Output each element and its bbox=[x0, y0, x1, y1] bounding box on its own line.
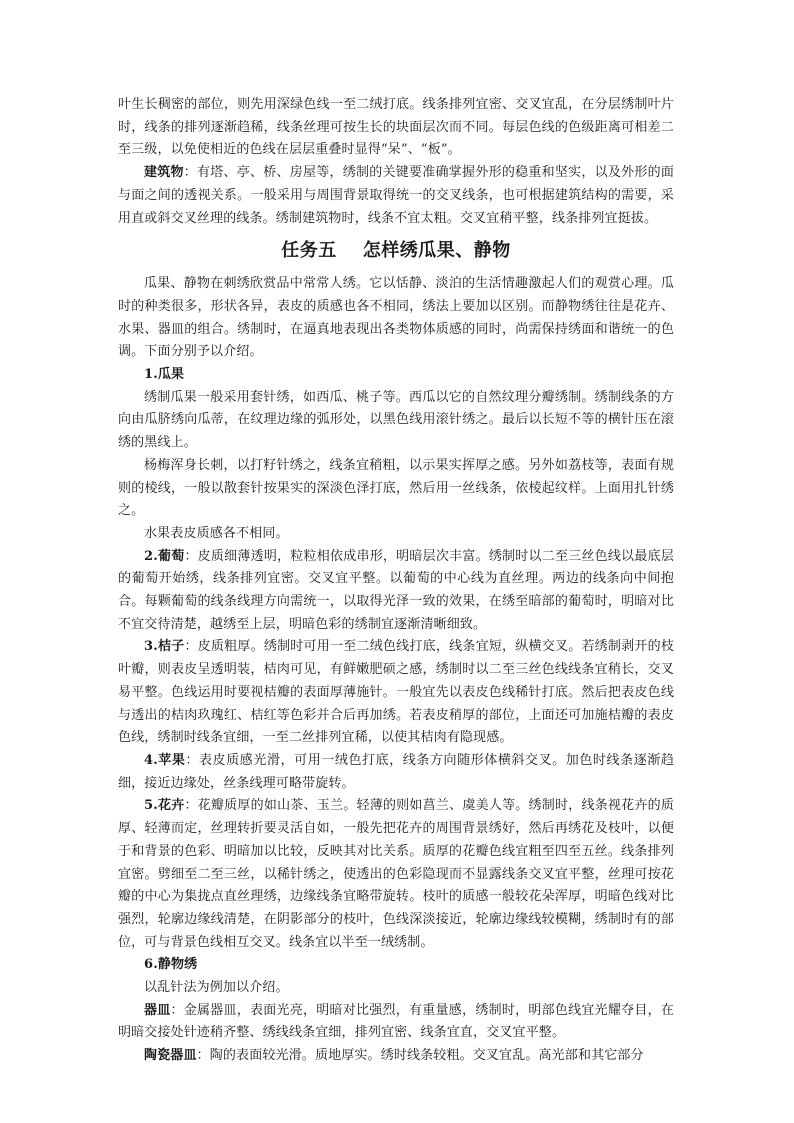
term-flowers: 5.花卉 bbox=[144, 798, 185, 814]
paragraph-intro: 瓜果、静物在刺绣欣赏品中常常人绣。它以恬静、淡泊的生活情趣激起人们的观赏心理。瓜时的种类很多，形状各异，表皮的质感也各不相同，绣法上要加以区别。而静物绣往往是花卉、水果、器皿的组合。绣制时，在逼真地表现出各类物体质感的同时，尚需保持绣面和谐统一的色调。下面分别予以介绍。 bbox=[118, 276, 674, 360]
paragraph-fruits-3: 水果表皮质感各不相同。 bbox=[144, 525, 289, 541]
subheading-still-life-label: 6.静物绣 bbox=[144, 957, 198, 973]
paragraph-buildings bbox=[118, 162, 674, 230]
paragraph-leaf-continuation: 叶生长稠密的部位，则先用深绿色线一至二绒打底。线条排列宜密、交叉宜乱，在分层绣制叶片时，线条的排列逐渐趋稀，线条丝理可按生长的块面层次而不同。每层色线的色级距离可相差二至三级，以免使相近的色线在层层重叠时显得“呆”、“板”。 bbox=[118, 97, 674, 158]
paragraph-flowers bbox=[118, 795, 674, 954]
buildings-text: ：有塔、亭、桥、房屋等，绣制的关键要准确掌握外形的稳重和坚实，以及外形的面与面之间的透视关系。一般采用与周围背景取得统一的交叉线条，也可根据建筑结构的需要，采用直或斜交叉丝理的线条。绣制建筑物时，线条不宜太粗。交叉宜稍平整，线条排列宜挺拔。 bbox=[118, 165, 674, 226]
paragraph-vessels bbox=[118, 1000, 674, 1045]
term-grape: 2.葡萄 bbox=[144, 548, 185, 564]
section-heading bbox=[118, 239, 674, 263]
subheading-fruits-label: 1.瓜果 bbox=[144, 367, 185, 383]
paragraph-still-life: 以乱针法为例加以介绍。 bbox=[144, 980, 289, 996]
term-ceramics: 陶瓷器皿 bbox=[144, 1048, 197, 1064]
vessels-text: ：金属器皿，表面光亮，明暗对比强烈，有重量感，绣制时，明部色线宜光耀夺目，在明暗交接处针迹稍齐整、绣线线条宜细，排列宜密、线条宜直，交叉宜平整。 bbox=[118, 1002, 674, 1041]
apple-text: ：表皮质感光滑，可用一绒色打底，线条方向随形体横斜交叉。加色时线条逐渐趋细，接近边缘处，丝条线理可略带旋转。 bbox=[118, 752, 674, 791]
grape-text: ：皮质细薄透明，粒粒相依成串形，明暗层次丰富。绣制时以二至三丝色线以最底层的葡萄开始绣，线条排列宜密。交叉宜平整。以葡萄的中心线为直丝理。两边的线条向中间抱合。每颗葡萄的线条线理方向需统一，以取得光泽一致的效果，在绣至暗部的葡萄时，明暗对比不宜交待清楚，越绣至上层，明暗色彩的绣制宜逐渐清晰细致。 bbox=[118, 548, 675, 632]
paragraph-fruits-2: 杨梅浑身长刺，以打籽针绣之，线条宜稍粗，以示果实挥厚之感。另外如荔枝等，表面有规则的棱线，一般以散套针按果实的深淡色泽打底，然后用一丝线条，依棱起纹样。上面用扎针绣之。 bbox=[118, 457, 674, 519]
term-vessels: 器皿 bbox=[144, 1002, 171, 1018]
paragraph-grape bbox=[118, 546, 674, 637]
paragraph-apple bbox=[118, 750, 674, 795]
paragraph-ceramics bbox=[118, 1045, 674, 1068]
term-buildings: 建筑物 bbox=[144, 165, 184, 181]
term-apple: 4.苹果 bbox=[144, 752, 186, 768]
flowers-text: ：花瓣质厚的如山茶、玉兰。轻薄的则如菖兰、虞美人等。绣制时，线条视花卉的质厚、轻薄而定，丝理转折要灵活自如，一般先把花卉的周围背景绣好，然后再绣花及枝叶，以便于和背景的色彩、明暗加以比较，反映其对比关系。质厚的花瓣色线宜粗至四至五丝。线条排列宜密。劈细至二至三丝，以稀针绣之，使透出的色彩隐现而不显露线条交叉宜平整，丝理可按花瓣的中心为集拢点直丝理绣，边缘线条宜略带旋转。枝叶的质感一般较花朵浑厚，明暗色线对比强烈，轮廓边缘线清楚，在阴影部分的枝叶，色线深淡接近，轮廓边缘线较模糊，绣制时有的部位，可与背景色线相互交叉。线条宜以半至一绒绣制。 bbox=[118, 798, 675, 950]
ceramics-text: ：陶的表面较光滑。质地厚实。绣时线条较粗。交叉宜乱。高光部和其它部分 bbox=[196, 1048, 644, 1064]
section-number: 任务五 bbox=[281, 240, 337, 262]
term-orange: 3.桔子 bbox=[144, 639, 185, 655]
document-page bbox=[118, 94, 674, 1068]
subheading-fruits bbox=[118, 364, 674, 387]
subheading-still-life bbox=[118, 954, 674, 977]
paragraph-fruits-1: 绣制瓜果一般采用套针绣，如西瓜、桃子等。西瓜以它的自然纹理分瓣绣制。绣制线条的方向由瓜脐绣向瓜蒂，在纹理边缘的弧形处，以黑色线用滚针绣之。最后以长短不等的横针压在滚绣的黑线上。 bbox=[118, 389, 674, 451]
orange-text: ：皮质粗厚。绣制时可用一至二绒色线打底，线条宜短，纵横交叉。若绣制剥开的枝叶瓣，则表皮呈透明装，桔肉可见，有鲜嫩肥硕之感，绣制时以二至三丝色线线条宜稍长，交叉易平整。色线运用时要视桔瓣的表面厚薄施针。一般宜先以表皮色线稀针打底。然后把表皮色线与透出的桔肉玖瑰红、桔红等色彩并合后再加绣。若表皮稍厚的部位，上面还可加施桔瓣的表皮色线，绣制时线条宜细，一至二丝排列宜稀，以使其桔肉有隐现感。 bbox=[118, 639, 675, 746]
section-title: 怎样绣瓜果、静物 bbox=[362, 240, 511, 262]
paragraph-orange bbox=[118, 636, 674, 750]
